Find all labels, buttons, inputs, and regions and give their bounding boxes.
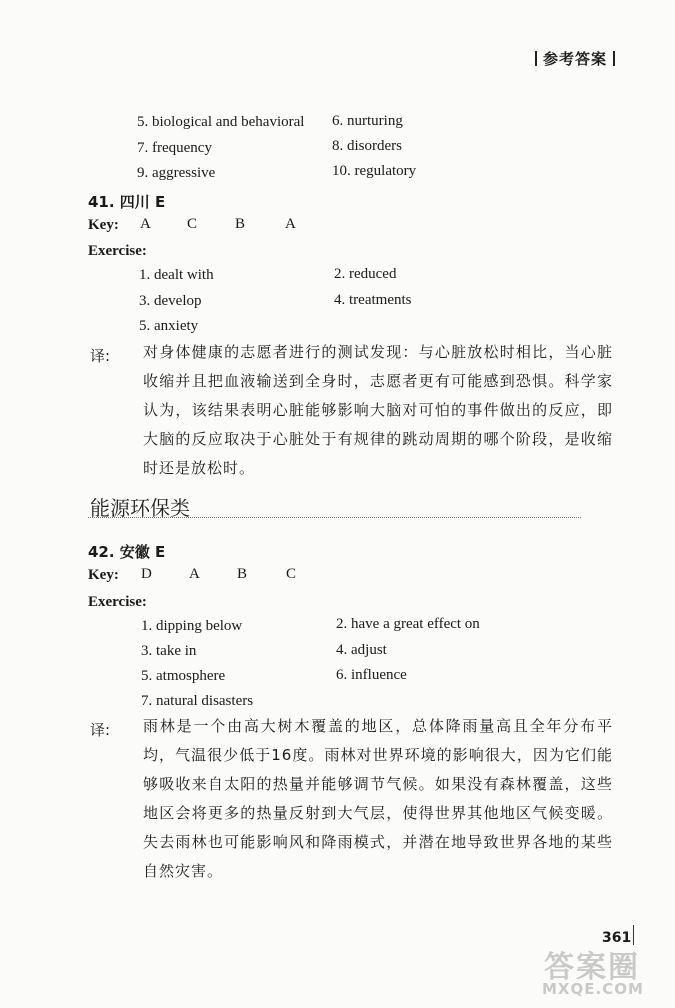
exercise-item: 2. reduced xyxy=(334,266,397,282)
translation-text: 雨林是一个由高大树木覆盖的地区，总体降雨量高且全年分布平均，气温很少低于16度。雨林对世界环境的影响很大，因为它们能够吸收来自太阳的热量并能够调节气候。如果没有森林覆盖，这些地区会将更多的热量反射到大气层，使得世界其他地区气候变暖。失去雨林也可能影响风和降雨模式，并潜在地导致世界各地的某些自然灾害。 xyxy=(143,717,613,880)
key-answer: A xyxy=(140,216,151,232)
key-answer: B xyxy=(235,216,246,232)
key-answer: C xyxy=(187,216,198,232)
watermark-text: 答案圈 xyxy=(544,950,640,985)
exercise-label: Exercise: xyxy=(88,243,147,259)
page-number: 361 xyxy=(602,930,632,946)
watermark-logo xyxy=(540,940,660,1000)
exercise-item: 3. develop xyxy=(139,293,202,309)
exercise-item: 5. atmosphere xyxy=(141,668,226,684)
exercise-item: 4. adjust xyxy=(336,642,387,658)
key-label: Key: xyxy=(88,567,119,583)
exercise-item: 6. influence xyxy=(336,667,407,683)
key-label: Key: xyxy=(88,217,119,233)
exercise-item: 7. natural disasters xyxy=(141,693,254,709)
exercise-label: Exercise: xyxy=(88,594,147,610)
exercise-item: 3. take in xyxy=(141,643,197,659)
header-bar-right xyxy=(613,51,615,66)
key-answer: C xyxy=(286,566,297,582)
exercise-item: 5. biological and behavioral xyxy=(137,114,305,130)
question-heading: 41. 四川 E xyxy=(88,193,166,211)
exercise-item: 8. disorders xyxy=(332,138,402,154)
exercise-item: 1. dipping below xyxy=(141,618,243,634)
exercise-item: 1. dealt with xyxy=(139,267,214,283)
key-answer: B xyxy=(237,566,248,582)
translation-label: 译: xyxy=(90,721,111,739)
key-answer: A xyxy=(189,566,200,582)
translation-label: 译: xyxy=(90,347,111,365)
question-heading: 42. 安徽 E xyxy=(88,543,166,561)
exercise-item: 6. nurturing xyxy=(332,113,403,129)
exercise-item: 4. treatments xyxy=(334,292,412,308)
exercise-item: 5. anxiety xyxy=(139,318,199,334)
header-bar-left xyxy=(535,51,537,66)
exercise-item: 10. regulatory xyxy=(332,163,417,179)
header-title: 参考答案 xyxy=(542,50,607,68)
translation-text: 对身体健康的志愿者进行的测试发现：与心脏放松时相比，当心脏收缩并且把血液输送到全身时，志愿者更有可能感到恐惧。科学家认为，该结果表明心脏能够影响大脑对可怕的事件做出的反应，即大脑的反应取决于心脏处于有规律的跳动周期的哪个阶段，是收缩时还是放松时。 xyxy=(143,343,613,477)
key-answer: D xyxy=(141,566,152,582)
section-divider xyxy=(88,517,581,518)
key-answer: A xyxy=(285,216,296,232)
section-title: 能源环保类 xyxy=(90,496,190,520)
exercise-item: 7. frequency xyxy=(137,140,212,156)
watermark-domain: MXQE.COM xyxy=(542,980,644,998)
exercise-item: 9. aggressive xyxy=(137,165,216,181)
running-header xyxy=(529,48,621,69)
exercise-item: 2. have a great effect on xyxy=(336,616,480,632)
